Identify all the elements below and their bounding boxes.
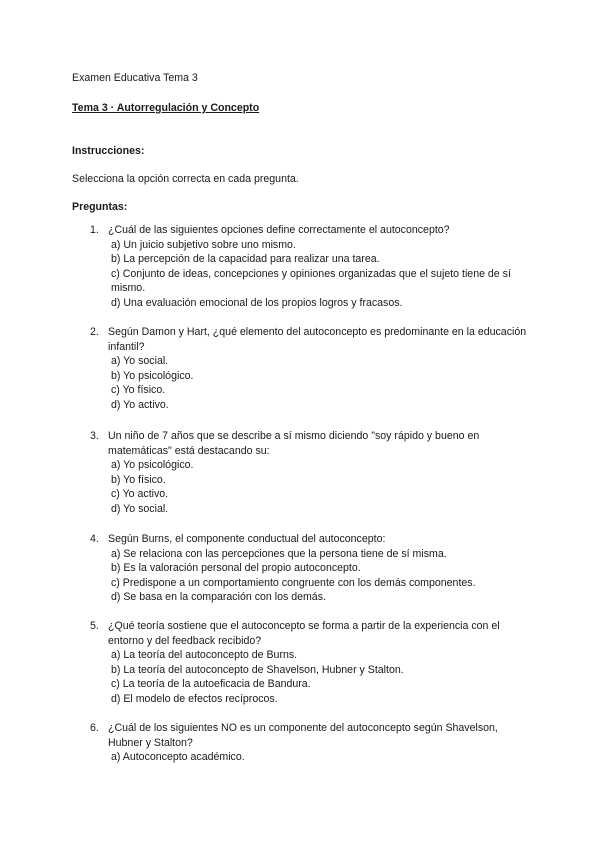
questions-heading: Preguntas: <box>72 201 128 213</box>
answer-option-b: b) Yo físico. <box>111 473 166 486</box>
answer-option-c: c) Yo físico. <box>111 384 166 397</box>
question-body <box>108 429 528 517</box>
answer-option-d: d) Se basa en la comparación con los demás. <box>111 591 326 604</box>
answer-option-a: a) Yo social. <box>111 355 169 368</box>
answer-option-a: a) La teoría del autoconcepto de Burns. <box>111 649 298 662</box>
question-text: ¿Cuál de los siguientes NO es un componente del autoconcepto según Shavelson, Hubner y Stalton? <box>108 722 498 749</box>
answer-option-c: c) Conjunto de ideas, concepciones y opiniones organizadas que el sujeto tiene de sí mismo. <box>111 267 511 295</box>
question-body <box>108 223 528 311</box>
answer-option-b: b) Yo psicológico. <box>111 369 194 382</box>
question-body <box>108 532 528 605</box>
question-text: Según Damon y Hart, ¿qué elemento del autoconcepto es predominante en la educación infantil? <box>108 326 527 353</box>
question-body <box>108 721 528 765</box>
instructions-heading: Instrucciones: <box>72 145 145 157</box>
question-number: 4. <box>90 533 99 545</box>
topic-title: Tema 3 · Autorregulación y Concepto <box>72 102 260 114</box>
question-number: 2. <box>90 326 99 338</box>
question-text: ¿Qué teoría sostiene que el autoconcepto se forma a partir de la experiencia con el entorno y del feedback recibido? <box>108 620 500 647</box>
answer-option-b: b) Es la valoración personal del propio autoconcepto. <box>111 562 361 575</box>
question-number: 1. <box>90 224 99 236</box>
question-number: 3. <box>90 430 99 442</box>
answer-option-a: a) Un juicio subjetivo sobre uno mismo. <box>111 238 296 251</box>
answer-option-d: d) Una evaluación emocional de los propios logros y fracasos. <box>111 296 403 309</box>
question-text: Según Burns, el componente conductual del autoconcepto: <box>108 533 386 545</box>
answer-option-d: d) El modelo de efectos recíprocos. <box>111 692 278 705</box>
question-number: 5. <box>90 620 99 632</box>
instructions-text: Selecciona la opción correcta en cada pregunta. <box>72 173 299 185</box>
answer-option-a: a) Autoconcepto académico. <box>111 751 245 764</box>
answer-option-a: a) Yo psicológico. <box>111 459 194 472</box>
question-text: ¿Cuál de las siguientes opciones define correctamente el autoconcepto? <box>108 224 450 236</box>
answer-option-b: b) La percepción de la capacidad para realizar una tarea. <box>111 253 380 266</box>
answer-option-c: c) La teoría de la autoeficacia de Bandura. <box>111 678 311 691</box>
answer-option-a: a) Se relaciona con las percepciones que la persona tiene de sí misma. <box>111 547 447 560</box>
answer-option-c: c) Predispone a un comportamiento congruente con los demás componentes. <box>111 576 476 589</box>
answer-option-c: c) Yo activo. <box>111 488 169 501</box>
answer-option-b: b) La teoría del autoconcepto de Shavelson, Hubner y Stalton. <box>111 663 404 676</box>
answer-option-d: d) Yo activo. <box>111 398 169 411</box>
document-header: Examen Educativa Tema 3 <box>72 72 198 84</box>
question-body <box>108 619 528 707</box>
question-number: 6. <box>90 722 99 734</box>
question-body <box>108 325 528 413</box>
question-text: Un niño de 7 años que se describe a sí mismo diciendo "soy rápido y bueno en matemáticas" está destacando su: <box>108 430 480 457</box>
answer-option-d: d) Yo social. <box>111 502 169 515</box>
